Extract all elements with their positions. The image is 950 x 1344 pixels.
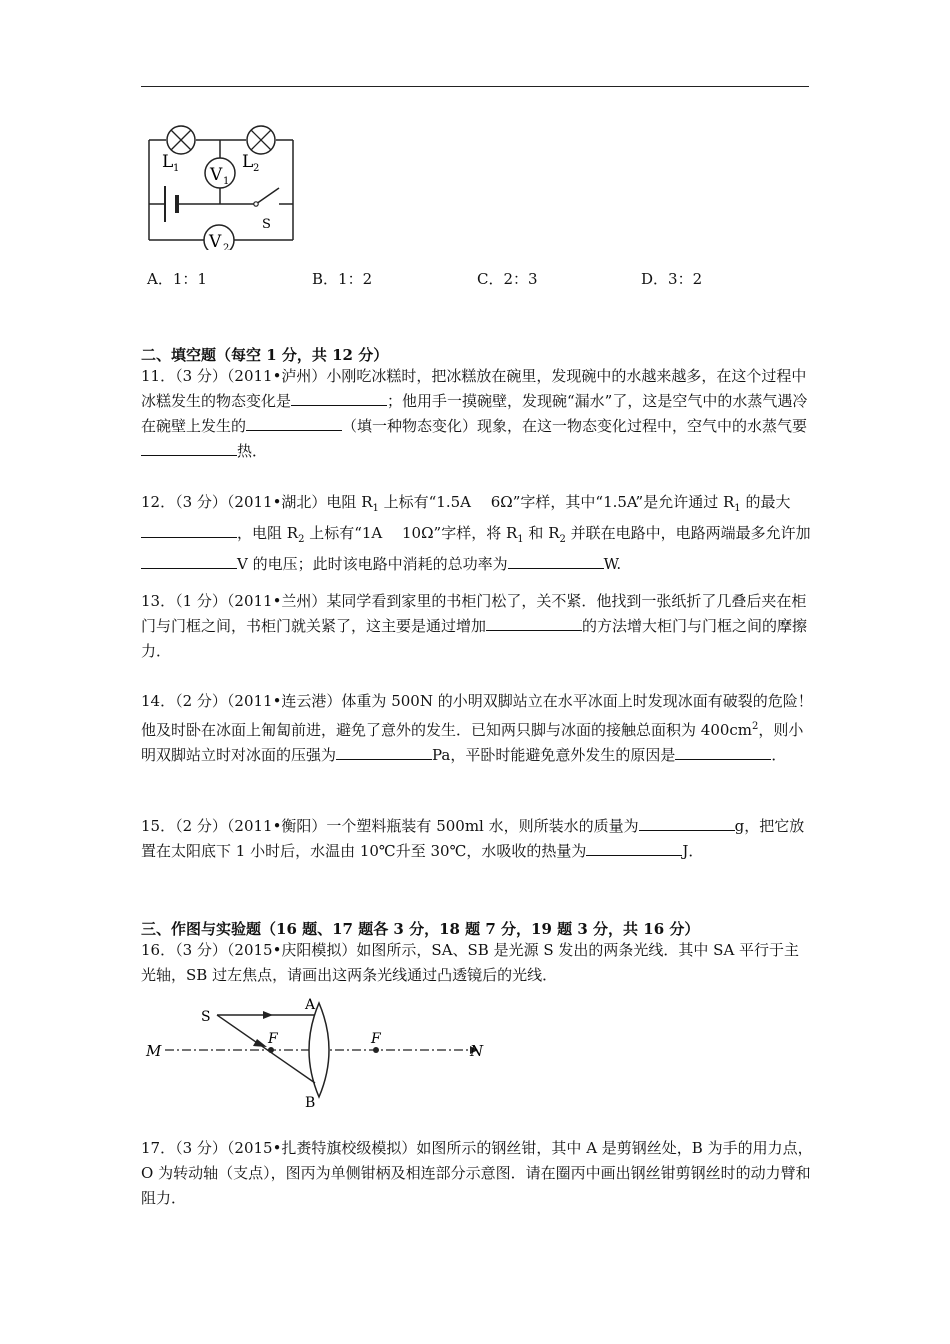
l2-label: L bbox=[242, 152, 254, 172]
v2-label: V bbox=[209, 232, 222, 250]
q11-text-1: 11．（3 分）（2011•泸州）小刚吃冰糕时，把冰糕放在碗里，发现碗中的水越来越多，在这个过程中冰糕发生的物态变化是 bbox=[141, 367, 807, 410]
switch-label: S bbox=[262, 217, 271, 232]
option-a: A．1：1 bbox=[147, 270, 207, 288]
q15-text-2: g，把它放置在太阳底下 1 小时后，水温由 10℃升至 30℃，水吸收的热量为 bbox=[141, 817, 805, 860]
question-17 bbox=[141, 1136, 813, 1211]
q12-blank-3[interactable] bbox=[508, 554, 604, 569]
q12-text-3: 的最大 bbox=[740, 493, 791, 511]
question-16 bbox=[141, 938, 813, 988]
lamp-l2-icon bbox=[247, 126, 275, 154]
q11-text-2: ；他用手一摸碗壁，发现碗“漏水”了，这是空气中的水蒸气遇冷在碗壁上发生的 bbox=[141, 392, 808, 435]
q15-text-1: 15．（2 分）（2011•衡阳）一个塑料瓶装有 500ml 水，则所装水的质量为 bbox=[141, 817, 639, 835]
q12-text-9: W. bbox=[603, 555, 622, 573]
q12-sub-4: 1 bbox=[517, 534, 524, 545]
q12-text-1: 12．（3 分）（2011•湖北）电阻 R bbox=[141, 493, 373, 511]
section-3-title: 三、作图与实验题（16 题、17 题各 3 分，18 题 7 分，19 题 3 分，共 16 分） bbox=[141, 920, 700, 938]
ray-sb bbox=[217, 1015, 315, 1083]
ray-sb-arrow bbox=[253, 1039, 267, 1047]
lens-diagram bbox=[143, 995, 493, 1115]
q14-sup: 2 bbox=[752, 721, 759, 732]
focal-point-left bbox=[268, 1047, 274, 1053]
ray-sa-arrow bbox=[263, 1011, 273, 1019]
q12-blank-1[interactable] bbox=[141, 523, 237, 538]
header-rule bbox=[141, 86, 809, 87]
q12-text-5: 上标有“1A 10Ω”字样，将 R bbox=[304, 524, 518, 542]
q12-text-7: 并联在电路中，电路两端最多允许加 bbox=[565, 524, 811, 542]
q14-text-3: Pa，平卧时能避免意外发生的原因是 bbox=[432, 746, 676, 764]
q12-sub-1: 1 bbox=[372, 503, 379, 514]
q12-blank-2[interactable] bbox=[141, 554, 237, 569]
lamp-l1-icon bbox=[167, 126, 195, 154]
q11-blank-2[interactable] bbox=[246, 416, 342, 431]
question-12 bbox=[141, 490, 813, 577]
circuit-diagram bbox=[143, 120, 303, 250]
q14-text-4: ． bbox=[771, 746, 787, 764]
focal-point-right bbox=[373, 1047, 379, 1053]
label-f-right: F bbox=[371, 1031, 381, 1047]
q15-blank-2[interactable] bbox=[586, 841, 682, 856]
q13-text-1: 13．（1 分）（2011•兰州）某同学看到家里的书柜门松了，关不紧．他找到一张纸折了几叠后夹在柜门与门框之间，书柜门就关紧了，这主要是通过增加 bbox=[141, 592, 807, 635]
label-s: S bbox=[201, 1009, 211, 1025]
q12-text-2: 上标有“1.5A 6Ω”字样，其中“1.5A”是允许通过 R bbox=[378, 493, 735, 511]
q17-text: 17．（3 分）（2015•扎赉特旗校级模拟）如图所示的钢丝钳，其中 A 是剪钢丝处，B 为手的用力点，O 为转动轴（支点），图丙为单侧钳柄及相连部分示意图．请在圈丙中画出钢丝钳剪钢丝时的动力臂和阻力． bbox=[141, 1139, 813, 1207]
q11-blank-3[interactable] bbox=[141, 441, 237, 456]
v2-sub: 2 bbox=[223, 243, 230, 250]
q11-text-4: 热． bbox=[237, 442, 268, 460]
option-b: B．1：2 bbox=[312, 270, 373, 288]
label-f-left: F bbox=[268, 1031, 278, 1047]
q15-text-3: J． bbox=[682, 842, 704, 860]
q12-sub-5: 2 bbox=[559, 534, 566, 545]
v1-sub: 1 bbox=[223, 176, 230, 187]
q15-blank-1[interactable] bbox=[639, 816, 735, 831]
option-c: C．2：3 bbox=[477, 270, 538, 288]
label-a: A bbox=[305, 997, 316, 1013]
q11-text-3: （填一种物态变化）现象，在这一物态变化过程中，空气中的水蒸气要 bbox=[342, 417, 808, 435]
question-13 bbox=[141, 589, 813, 664]
switch-pivot bbox=[254, 202, 258, 206]
section-2-title: 二、填空题（每空 1 分，共 12 分） bbox=[141, 346, 389, 364]
q12-sub-2: 1 bbox=[734, 503, 741, 514]
option-d: D．3：2 bbox=[641, 270, 703, 288]
q13-text-2: 的方法增大柜门与门框之间的摩擦力． bbox=[141, 617, 808, 660]
q11-blank-1[interactable] bbox=[291, 391, 387, 406]
question-11 bbox=[141, 364, 813, 464]
q12-text-6: 和 R bbox=[523, 524, 560, 542]
label-m: M bbox=[146, 1042, 162, 1060]
v1-label: V bbox=[210, 165, 223, 185]
q14-blank-1[interactable] bbox=[336, 745, 432, 760]
question-15 bbox=[141, 814, 813, 864]
switch-blade bbox=[256, 188, 279, 204]
l1-sub: 1 bbox=[173, 163, 180, 174]
q14-blank-2[interactable] bbox=[675, 745, 771, 760]
q12-text-8: V 的电压；此时该电路中消耗的总功率为 bbox=[237, 555, 508, 573]
q14-text-2: ，则小明双脚站立时对冰面的压强为 bbox=[141, 721, 804, 764]
q14-text-1: 14．（2 分）（2011•连云港）体重为 500N 的小明双脚站立在水平冰面上时发现冰面有破裂的危险！他及时卧在冰面上匍匐前进，避免了意外的发生．已知两只脚与冰面的接触总面积为 400cm bbox=[141, 692, 813, 739]
question-14 bbox=[141, 689, 813, 768]
label-n: N bbox=[470, 1042, 484, 1060]
convex-lens bbox=[309, 1003, 329, 1097]
l2-sub: 2 bbox=[253, 163, 260, 174]
l1-label: L bbox=[162, 152, 174, 172]
q12-sub-3: 2 bbox=[298, 534, 305, 545]
q13-blank-1[interactable] bbox=[486, 616, 582, 631]
label-b: B bbox=[305, 1095, 316, 1111]
q16-text: 16．（3 分）（2015•庆阳模拟）如图所示，SA、SB 是光源 S 发出的两条光线．其中 SA 平行于主光轴，SB 过左焦点，请画出这两条光线通过凸透镜后的光线． bbox=[141, 941, 800, 984]
q12-text-4: ，电阻 R bbox=[237, 524, 299, 542]
